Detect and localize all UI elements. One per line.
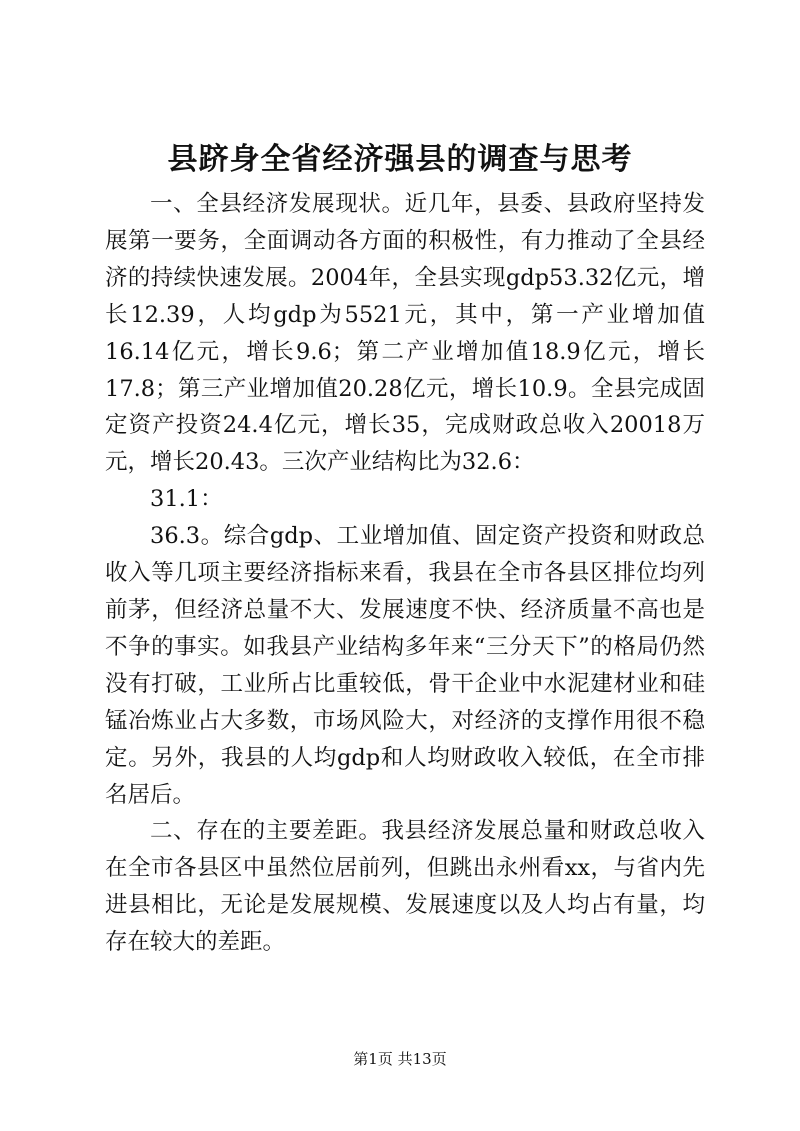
paragraph-ratio-fragment: 31.1： — [150, 486, 223, 513]
page-number-footer: 第1页 共13页 — [353, 1050, 447, 1068]
document-body — [105, 186, 705, 961]
paragraph-economic-analysis: 36.3。综合gdp、工业增加值、固定资产投资和财政总收入等几项主要经济指标来看，我县在全市各县区排位均列前茅，但经济总量不大、发展速度不快、经济质量不高也是不争的事实。如我县产业结构多年来“三分天下”的格局仍然没有打破，工业所占比重较低，骨干企业中水泥建材业和硅锰冶炼业占大多数，市场风险大，对经济的支撑作用很不稳定。另外，我县的人均gdp和人均财政收入较低，在全市排名居后。 — [105, 523, 705, 808]
document-title: 县跻身全省经济强县的调查与思考 — [167, 142, 633, 177]
paragraph-economic-status: 一、全县经济发展现状。近几年，县委、县政府坚持发展第一要务，全面调动各方面的积极性，有力推动了全县经济的持续快速发展。2004年，全县实现gdp53.32亿元，增长12.39，人均gdp为5521元，其中，第一产业增加值16.14亿元，增长9.6；第二产业增加值18.9亿元，增长17.8；第三产业增加值20.28亿元，增长10.9。全县完成固定资产投资24.4亿元，增长35，完成财政总收入20018万元，增长20.43。三次产业结构比为32.6： — [105, 191, 705, 476]
paragraph-main-gaps: 二、存在的主要差距。我县经济发展总量和财政总收入在全市各县区中虽然位居前列，但跳出永州看xx，与省内先进县相比，无论是发展规模、发展速度以及人均占有量，均存在较大的差距。 — [105, 818, 705, 956]
